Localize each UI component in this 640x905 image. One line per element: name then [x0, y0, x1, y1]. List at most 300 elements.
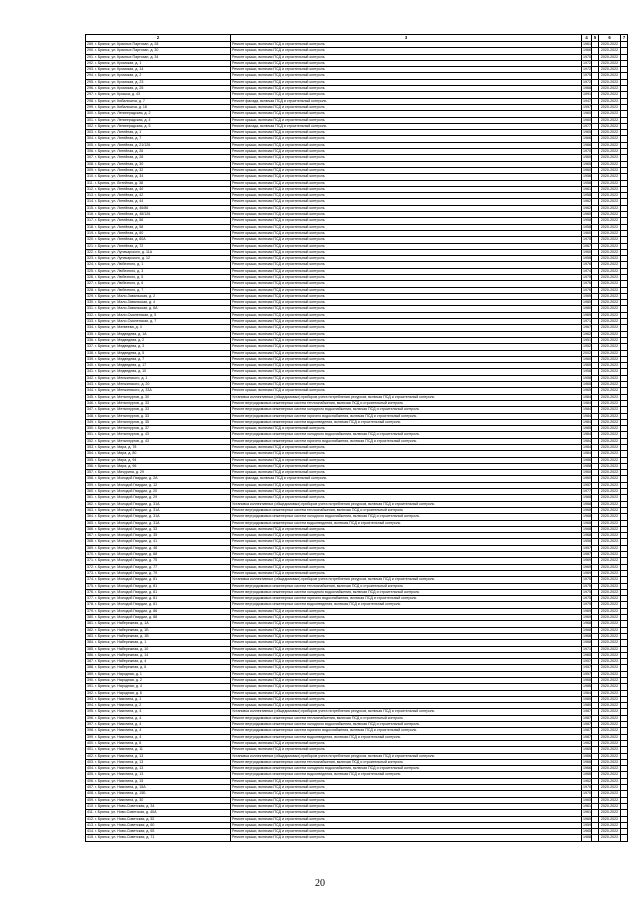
work-type-cell: Ремонт крыши, включая ПСД и строительный контроль	[231, 382, 582, 388]
address-cell: 351. г. Брянск, ул. Металлургов, д. 43	[86, 432, 231, 438]
year-cell: 1980	[583, 696, 591, 701]
period-cell: 2020-2022	[599, 558, 621, 564]
work-type-cell: Ремонт внутридомовых инженерных систем водоотведения, включая ПСД и строительный контроль	[231, 602, 582, 608]
work-type-cell: Ремонт крыши, включая ПСД и строительный контроль	[231, 130, 582, 136]
year-cell: 1985	[583, 426, 591, 431]
work-type-cell: Ремонт крыши, включая ПСД и строительный контроль	[231, 564, 582, 570]
period-cell: 2020-2022	[599, 451, 621, 457]
address-cell: 367. г. Брянск, ул. Молодой Гвардии, д. 35	[86, 533, 231, 539]
work-type-cell: Ремонт фасада, включая ПСД и строительный контроль	[231, 123, 582, 129]
period-cell: 2020-2022	[599, 104, 621, 110]
period-cell: 2020-2022	[599, 753, 621, 759]
address-cell: 326. г. Брянск, ул. Любезного, д. 5	[86, 274, 231, 280]
year-cell: 1968	[583, 495, 591, 500]
address-cell: 305. г. Брянск, ул. Литейная, д. 21/126	[86, 142, 231, 148]
work-type-cell: Установка коллективных (общедомовых) приборов учета потребления ресурсов, включая ПСД и строительный контроль	[231, 709, 582, 715]
period-cell: 2020-2022	[599, 514, 621, 520]
work-type-cell: Ремонт крыши, включая ПСД и строительный контроль	[231, 785, 582, 791]
year-cell: 1951	[583, 337, 591, 342]
address-cell: 291. г. Брянск, ул. Красных Партизан, д. 34	[86, 54, 231, 60]
work-type-cell: Ремонт крыши, включая ПСД и строительный контроль	[231, 243, 582, 249]
period-cell: 2020-2022	[599, 816, 621, 822]
work-type-cell: Ремонт крыши, включая ПСД и строительный контроль	[231, 646, 582, 652]
year-cell: 2002	[583, 350, 591, 355]
work-type-cell: Ремонт крыши, включая ПСД и строительный контроль	[231, 174, 582, 180]
work-type-cell: Ремонт внутридомовых инженерных систем холодного водоснабжения, включая ПСД и строительный контроль	[231, 432, 582, 438]
work-type-cell: Ремонт внутридомовых инженерных систем теплоснабжения, включая ПСД и строительный контроль	[231, 400, 582, 406]
year-cell: 1960	[583, 816, 591, 821]
address-cell: 313. г. Брянск, ул. Литейная, д. 42	[86, 193, 231, 199]
address-cell: 412. г. Брянск, ул. Ново-Советская, д. 52	[86, 816, 231, 822]
work-type-cell: Ремонт крыши, включая ПСД и строительный контроль	[231, 86, 582, 92]
work-type-cell: Ремонт крыши, включая ПСД и строительный контроль	[231, 193, 582, 199]
work-type-cell: Ремонт внутридомовых инженерных систем горячего водоснабжения, включая ПСД и строительный контроль	[231, 438, 582, 444]
year-cell: 1960	[583, 155, 591, 160]
address-cell: 328. г. Брянск, ул. Любезного, д. 7	[86, 287, 231, 293]
address-cell: 290. г. Брянск, ул. Красных Партизан, д. 30	[86, 48, 231, 54]
address-cell: 357. г. Брянск, ул. Мичурина, д. 29	[86, 470, 231, 476]
column-header-period: 6	[599, 35, 621, 42]
year-cell: 1960	[583, 476, 591, 481]
work-type-cell: Ремонт крыши, включая ПСД и строительный контроль	[231, 325, 582, 331]
work-type-cell: Ремонт крыши, включая ПСД и строительный контроль	[231, 319, 582, 325]
year-cell: 1965	[583, 382, 591, 387]
column-header-address: 2	[86, 35, 231, 42]
address-cell: 324. г. Брянск, ул. Любезного, д. 1	[86, 262, 231, 268]
year-cell: 1980	[583, 306, 591, 311]
address-cell: 356. г. Брянск, ул. Мира, д. 96	[86, 463, 231, 469]
address-cell: 348. г. Брянск, ул. Металлургов, д. 33	[86, 413, 231, 419]
year-cell: 1970	[583, 54, 591, 59]
year-cell: 1980	[583, 703, 591, 708]
address-cell: 362. г. Брянск, ул. Молодой Гвардии, д. 31А	[86, 501, 231, 507]
period-cell: 2020-2022	[599, 123, 621, 129]
period-cell: 2020-2022	[599, 42, 621, 48]
address-cell: 387. г. Брянск, ул. Набережная, д. 4	[86, 659, 231, 665]
period-cell: 2020-2022	[599, 142, 621, 148]
work-type-cell: Ремонт крыши, включая ПСД и строительный контроль	[231, 671, 582, 677]
period-cell: 2020-2022	[599, 407, 621, 413]
work-type-cell: Ремонт внутридомовых инженерных систем холодного водоснабжения, включая ПСД и строительный контроль	[231, 722, 582, 728]
address-cell: 388. г. Брянск, ул. Набережная, д. 6	[86, 665, 231, 671]
period-cell: 2020-2022	[599, 791, 621, 797]
work-type-cell: Ремонт крыши, включая ПСД и строительный контроль	[231, 281, 582, 287]
year-cell: 1988	[583, 457, 591, 462]
address-cell: 365. г. Брянск, ул. Молодой Гвардии, д. 31А	[86, 520, 231, 526]
year-cell: 1961	[583, 186, 591, 191]
year-cell: 1975	[583, 577, 591, 582]
work-type-cell: Ремонт внутридомовых инженерных систем водоотведения, включая ПСД и строительный контроль	[231, 520, 582, 526]
year-cell: 1968	[583, 507, 591, 512]
address-cell: 306. г. Брянск, ул. Литейная, д. 26	[86, 149, 231, 155]
year-cell: 1984	[583, 413, 591, 418]
address-cell: 312. г. Брянск, ул. Литейная, д. 40	[86, 186, 231, 192]
address-cell: 295. г. Брянск, ул. Кромская, д. 23	[86, 79, 231, 85]
period-cell: 2020-2022	[599, 274, 621, 280]
address-cell: 364. г. Брянск, ул. Молодой Гвардии, д. 31А	[86, 514, 231, 520]
period-cell: 2020-2022	[599, 363, 621, 369]
period-cell: 2020-2022	[599, 696, 621, 702]
period-cell: 2020-2022	[599, 577, 621, 583]
period-cell: 2020-2022	[599, 470, 621, 476]
year-cell: 1968	[583, 627, 591, 632]
address-cell: 363. г. Брянск, ул. Молодой Гвардии, д. 31А	[86, 507, 231, 513]
address-cell: 370. г. Брянск, ул. Молодой Гвардии, д. 68	[86, 552, 231, 558]
address-cell: 309. г. Брянск, ул. Литейная, д. 32	[86, 167, 231, 173]
column-header-work: 3	[231, 35, 582, 42]
work-type-cell: Ремонт крыши, включая ПСД и строительный контроль	[231, 249, 582, 255]
period-cell: 2020-2022	[599, 482, 621, 488]
year-cell: 1965	[583, 388, 591, 393]
work-type-cell: Ремонт крыши, включая ПСД и строительный контроль	[231, 199, 582, 205]
address-cell: 316. г. Брянск, ул. Литейная, д. 48/126	[86, 212, 231, 218]
address-cell: 350. г. Брянск, ул. Металлургов, д. 37	[86, 426, 231, 432]
year-cell: 1962	[583, 331, 591, 336]
year-cell: 1957	[583, 665, 591, 670]
period-cell: 2020-2022	[599, 602, 621, 608]
period-cell: 2020-2022	[599, 778, 621, 784]
year-cell: 1968	[583, 533, 591, 538]
address-cell: 369. г. Брянск, ул. Молодой Гвардии, д. 48	[86, 545, 231, 551]
work-type-cell: Ремонт крыши, включая ПСД и строительный контроль	[231, 67, 582, 73]
address-cell: 325. г. Брянск, ул. Любезного, д. 3	[86, 268, 231, 274]
year-cell: 1987	[583, 722, 591, 727]
year-cell: 1960	[583, 249, 591, 254]
period-cell: 2020-2022	[599, 640, 621, 646]
year-cell: 1980	[583, 300, 591, 305]
work-type-cell: Ремонт крыши, включая ПСД и строительный контроль	[231, 652, 582, 658]
period-cell: 2020-2022	[599, 186, 621, 192]
address-cell: 343. г. Брянск, ул. Менжинского, д. 20	[86, 382, 231, 388]
address-cell: 405. г. Брянск, ул. Никитина, д. 13	[86, 772, 231, 778]
period-cell: 2020-2022	[599, 331, 621, 337]
period-cell: 2020-2022	[599, 728, 621, 734]
address-cell: 395. г. Брянск, ул. Никитина, д. 4	[86, 709, 231, 715]
period-cell: 2020-2022	[599, 583, 621, 589]
period-cell: 2020-2022	[599, 621, 621, 627]
work-type-cell: Ремонт крыши, включая ПСД и строительный контроль	[231, 48, 582, 54]
year-cell: 1968	[583, 640, 591, 645]
year-cell: 1984	[583, 400, 591, 405]
address-cell: 391. г. Брянск, ул. Народная, д. 4	[86, 684, 231, 690]
address-cell: 338. г. Брянск, ул. Медведева, д. 5	[86, 350, 231, 356]
period-cell: 2020-2022	[599, 262, 621, 268]
year-cell: 1987	[583, 552, 591, 557]
address-cell: 366. г. Брянск, ул. Молодой Гвардии, д. 33	[86, 526, 231, 532]
year-cell: 1984	[583, 419, 591, 424]
column-header-col5: 5	[592, 35, 599, 42]
year-cell: 1984	[583, 438, 591, 443]
address-cell: 396. г. Брянск, ул. Никитина, д. 4	[86, 715, 231, 721]
work-type-cell: Ремонт крыши, включая ПСД и строительный контроль	[231, 703, 582, 709]
period-cell: 2020-2022	[599, 596, 621, 602]
period-cell: 2020-2022	[599, 684, 621, 690]
work-type-cell: Ремонт крыши, включая ПСД и строительный контроль	[231, 224, 582, 230]
extra-cell	[621, 835, 628, 841]
period-cell: 2020-2022	[599, 690, 621, 696]
period-cell: 2020-2022	[599, 709, 621, 715]
period-cell: 2020-2022	[599, 419, 621, 425]
year-cell: 1971	[583, 646, 591, 651]
table-header-row	[86, 35, 628, 42]
work-type-cell: Ремонт крыши, включая ПСД и строительный контроль	[231, 816, 582, 822]
period-cell: 2020-2022	[599, 312, 621, 318]
year-cell: 1958	[583, 180, 591, 185]
year-cell: 1969	[583, 558, 591, 563]
year-cell: 1958	[583, 369, 591, 374]
address-cell: 304. г. Брянск, ул. Литейная, д. 7	[86, 136, 231, 142]
address-cell: 358. г. Брянск, ул. Молодой Гвардии, д. 2А	[86, 476, 231, 482]
year-cell: 1972	[583, 67, 591, 72]
address-cell: 352. г. Брянск, ул. Металлургов, д. 43	[86, 438, 231, 444]
year-cell: 1967	[583, 243, 591, 248]
work-type-cell: Ремонт внутридомовых инженерных систем теплоснабжения, включая ПСД и строительный контроль	[231, 715, 582, 721]
year-cell: 1968	[583, 633, 591, 638]
year-cell: 1962	[583, 205, 591, 210]
address-cell: 378. г. Брянск, ул. Молодой Гвардии, д. 81	[86, 602, 231, 608]
work-type-cell: Ремонт крыши, включая ПСД и строительный контроль	[231, 237, 582, 243]
address-cell: 355. г. Брянск, ул. Мира, д. 94	[86, 457, 231, 463]
work-type-cell: Ремонт внутридомовых инженерных систем теплоснабжения, включая ПСД и строительный контроль	[231, 759, 582, 765]
period-cell: 2020-2022	[599, 734, 621, 740]
repair-plan-table	[85, 34, 628, 842]
year-cell: 1984	[583, 432, 591, 437]
address-cell: 371. г. Брянск, ул. Молодой Гвардии, д. 75	[86, 558, 231, 564]
address-cell: 374. г. Брянск, ул. Молодой Гвардии, д. 81	[86, 577, 231, 583]
year-cell: 1966	[583, 766, 591, 771]
address-cell: 345. г. Брянск, ул. Металлургов, д. 30	[86, 394, 231, 400]
period-cell: 2020-2022	[599, 319, 621, 325]
work-type-cell: Ремонт крыши, включая ПСД и строительный контроль	[231, 111, 582, 117]
year-cell: 1958	[583, 375, 591, 380]
year-cell: 1975	[583, 274, 591, 279]
period-cell: 2020-2022	[599, 205, 621, 211]
period-cell: 2020-2022	[599, 243, 621, 249]
work-type-cell: Ремонт крыши, включая ПСД и строительный контроль	[231, 293, 582, 299]
address-cell: 314. г. Брянск, ул. Литейная, д. 44	[86, 199, 231, 205]
period-cell: 2020-2022	[599, 117, 621, 123]
period-cell: 2020-2022	[599, 772, 621, 778]
year-cell: 1991	[583, 92, 591, 97]
address-cell: 353. г. Брянск, ул. Мира, д. 78	[86, 445, 231, 451]
period-cell: 2020-2022	[599, 671, 621, 677]
work-type-cell: Ремонт крыши, включая ПСД и строительный контроль	[231, 740, 582, 746]
year-cell: 1947	[583, 98, 591, 103]
work-type-cell: Установка коллективных (общедомовых) приборов учета потребления ресурсов, включая ПСД и строительный контроль	[231, 753, 582, 759]
work-type-cell: Ремонт крыши, включая ПСД и строительный контроль	[231, 463, 582, 469]
work-type-cell: Ремонт крыши, включая ПСД и строительный контроль	[231, 363, 582, 369]
work-type-cell: Ремонт крыши, включая ПСД и строительный контроль	[231, 42, 582, 48]
address-cell: 315. г. Брянск, ул. Литейная, д. 46/86	[86, 205, 231, 211]
work-type-cell: Ремонт крыши, включая ПСД и строительный контроль	[231, 388, 582, 394]
year-cell: 1959	[583, 822, 591, 827]
work-type-cell: Ремонт внутридомовых инженерных систем горячего водоснабжения, включая ПСД и строительный контроль	[231, 596, 582, 602]
address-cell: 320. г. Брянск, ул. Литейная, д. 60А	[86, 237, 231, 243]
period-cell: 2020-2022	[599, 633, 621, 639]
year-cell: 1987	[583, 715, 591, 720]
work-type-cell: Ремонт крыши, включая ПСД и строительный контроль	[231, 73, 582, 79]
period-cell: 2020-2022	[599, 293, 621, 299]
work-type-cell: Ремонт крыши, включая ПСД и строительный контроль	[231, 570, 582, 576]
address-cell: 373. г. Брянск, ул. Молодой Гвардии, д. 79	[86, 570, 231, 576]
work-type-cell: Ремонт крыши, включая ПСД и строительный контроль	[231, 640, 582, 646]
work-type-cell: Ремонт крыши, включая ПСД и строительный контроль	[231, 54, 582, 60]
address-cell: 301. г. Брянск, ул. Ленинградская, д. 4	[86, 117, 231, 123]
address-cell: 413. г. Брянск, ул. Ново-Советская, д. 60	[86, 822, 231, 828]
work-type-cell: Ремонт крыши, включая ПСД и строительный контроль	[231, 268, 582, 274]
period-cell: 2020-2022	[599, 507, 621, 513]
period-cell: 2020-2022	[599, 822, 621, 828]
year-cell: 1966	[583, 772, 591, 777]
work-type-cell: Ремонт крыши, включая ПСД и строительный контроль	[231, 426, 582, 432]
work-type-cell: Ремонт крыши, включая ПСД и строительный контроль	[231, 621, 582, 627]
work-type-cell: Ремонт крыши, включая ПСД и строительный контроль	[231, 218, 582, 224]
work-type-cell: Ремонт крыши, включая ПСД и строительный контроль	[231, 104, 582, 110]
period-cell: 2020-2022	[599, 646, 621, 652]
work-type-cell: Ремонт крыши, включая ПСД и строительный контроль	[231, 60, 582, 66]
period-cell: 2020-2022	[599, 111, 621, 117]
address-cell: 323. г. Брянск, ул. Луначарского, д. 12	[86, 256, 231, 262]
address-cell: 329. г. Брянск, ул. Мало-Завальская, д. 2	[86, 293, 231, 299]
address-cell: 339. г. Брянск, ул. Медведева, д. 7	[86, 356, 231, 362]
address-cell: 379. г. Брянск, ул. Молодой Гвардии, д. 86	[86, 608, 231, 614]
period-cell: 2020-2022	[599, 413, 621, 419]
year-cell: 1958	[583, 218, 591, 223]
address-cell: 289. г. Брянск, ул. Красных Партизан, д. 28	[86, 42, 231, 48]
work-type-cell: Ремонт крыши, включая ПСД и строительный контроль	[231, 350, 582, 356]
period-cell: 2020-2022	[599, 300, 621, 306]
period-cell: 2020-2022	[599, 432, 621, 438]
period-cell: 2020-2022	[599, 438, 621, 444]
work-type-cell: Ремонт крыши, включая ПСД и строительный контроль	[231, 457, 582, 463]
address-cell: 293. г. Брянск, ул. Кромская, д. 14	[86, 67, 231, 73]
year-cell: 1961	[583, 42, 591, 46]
work-type-cell: Ремонт крыши, включая ПСД и строительный контроль	[231, 369, 582, 375]
period-cell: 2020-2022	[599, 249, 621, 255]
year-cell: 1968	[583, 501, 591, 506]
period-cell: 2020-2022	[599, 369, 621, 375]
address-cell: 368. г. Брянск, ул. Молодой Гвардии, д. 41	[86, 539, 231, 545]
address-cell: 331. г. Брянск, ул. Мало-Завальская, д. 6А	[86, 306, 231, 312]
address-cell: 322. г. Брянск, ул. Луначарского, д. 11А	[86, 249, 231, 255]
period-cell: 2020-2022	[599, 659, 621, 665]
address-cell: 385. г. Брянск, ул. Набережная, д. 10	[86, 646, 231, 652]
year-cell: 1965	[583, 161, 591, 166]
year-cell: 1962	[583, 199, 591, 204]
period-cell: 2020-2022	[599, 388, 621, 394]
period-cell: 2020-2022	[599, 495, 621, 501]
period-cell: 2020-2022	[599, 552, 621, 558]
address-cell: 346. г. Брянск, ул. Металлургов, д. 33	[86, 400, 231, 406]
work-type-cell: Ремонт крыши, включая ПСД и строительный контроль	[231, 445, 582, 451]
work-type-cell: Ремонт крыши, включая ПСД и строительный контроль	[231, 470, 582, 476]
year-cell: 1968	[583, 526, 591, 531]
year-cell: 1970	[583, 791, 591, 796]
work-type-cell: Ремонт крыши, включая ПСД и строительный контроль	[231, 778, 582, 784]
address-cell: 402. г. Брянск, ул. Никитина, д. 13	[86, 753, 231, 759]
work-type-cell: Ремонт внутридомовых инженерных систем холодного водоснабжения, включая ПСД и строительный контроль	[231, 589, 582, 595]
year-cell: 1968	[583, 514, 591, 519]
year-cell: 1965	[583, 797, 591, 802]
address-cell: 292. г. Брянск, ул. Кромская, д. 1	[86, 60, 231, 66]
work-type-cell: Ремонт крыши, включая ПСД и строительный контроль	[231, 356, 582, 362]
year-cell: 1966	[583, 759, 591, 764]
address-cell: 297. г. Брянск, ул. Крошка, д. 43	[86, 92, 231, 98]
period-cell: 2020-2022	[599, 180, 621, 186]
period-cell: 2020-2022	[599, 212, 621, 218]
year-cell: 1984	[583, 445, 591, 449]
year-cell: 1960	[583, 356, 591, 361]
address-cell: 403. г. Брянск, ул. Никитина, д. 13	[86, 759, 231, 765]
period-cell: 2020-2022	[599, 520, 621, 526]
period-cell: 2020-2022	[599, 73, 621, 79]
document-page	[85, 34, 627, 891]
work-type-cell: Ремонт внутридомовых инженерных систем холодного водоснабжения, включая ПСД и строительный контроль	[231, 407, 582, 413]
period-cell: 2020-2022	[599, 149, 621, 155]
year-cell: 1968	[583, 86, 591, 91]
address-cell: 342. г. Брянск, ул. Менжинского, д. 1	[86, 375, 231, 381]
address-cell: 404. г. Брянск, ул. Никитина, д. 13	[86, 766, 231, 772]
period-cell: 2020-2022	[599, 797, 621, 803]
work-type-cell: Ремонт крыши, включая ПСД и строительный контроль	[231, 539, 582, 545]
work-type-cell: Ремонт крыши, включая ПСД и строительный контроль	[231, 331, 582, 337]
address-cell: 336. г. Брянск, ул. Медведева, д. 2	[86, 337, 231, 343]
address-cell: 415. г. Брянск, ул. Ново-Советская, д. 71	[86, 835, 231, 841]
period-cell: 2020-2022	[599, 810, 621, 816]
address-cell: 347. г. Брянск, ул. Металлургов, д. 33	[86, 407, 231, 413]
period-cell: 2020-2022	[599, 564, 621, 570]
work-type-cell: Ремонт крыши, включая ПСД и строительный контроль	[231, 558, 582, 564]
period-cell: 2020-2022	[599, 325, 621, 331]
work-type-cell: Ремонт крыши, включая ПСД и строительный контроль	[231, 835, 582, 841]
address-cell: 384. г. Брянск, ул. Набережная, д. 1	[86, 640, 231, 646]
address-cell: 398. г. Брянск, ул. Никитина, д. 4	[86, 728, 231, 734]
address-cell: 389. г. Брянск, ул. Народная, д. 1	[86, 671, 231, 677]
table-body	[86, 42, 628, 842]
period-cell: 2020-2022	[599, 476, 621, 482]
year-cell: 1960	[583, 470, 591, 475]
period-cell: 2020-2022	[599, 218, 621, 224]
work-type-cell: Ремонт крыши, включая ПСД и строительный контроль	[231, 300, 582, 306]
year-cell: 1975	[583, 596, 591, 601]
table-row	[86, 835, 628, 841]
year-cell: 1977	[583, 489, 591, 494]
period-cell: 2020-2022	[599, 167, 621, 173]
period-cell: 2020-2022	[599, 344, 621, 350]
work-type-cell: Ремонт внутридомовых инженерных систем теплоснабжения, включая ПСД и строительный контроль	[231, 507, 582, 513]
period-cell: 2020-2022	[599, 835, 621, 841]
period-cell: 2020-2022	[599, 533, 621, 539]
address-cell: 397. г. Брянск, ул. Никитина, д. 4	[86, 722, 231, 728]
year-cell: 1988	[583, 463, 591, 468]
year-cell: 1975	[583, 583, 591, 588]
address-cell: 401. г. Брянск, ул. Никитина, д. 11	[86, 747, 231, 753]
work-type-cell: Ремонт крыши, включая ПСД и строительный контроль	[231, 306, 582, 312]
period-cell: 2020-2022	[599, 803, 621, 809]
address-cell: 394. г. Брянск, ул. Никитина, д. 2	[86, 703, 231, 709]
address-cell: 375. г. Брянск, ул. Молодой Гвардии, д. 81	[86, 583, 231, 589]
address-cell: 308. г. Брянск, ул. Литейная, д. 30	[86, 161, 231, 167]
address-cell: 307. г. Брянск, ул. Литейная, д. 28	[86, 155, 231, 161]
period-cell: 2020-2022	[599, 199, 621, 205]
period-cell: 2020-2022	[599, 539, 621, 545]
period-cell: 2020-2022	[599, 287, 621, 293]
address-cell: 340. г. Брянск, ул. Медведева, д. 17	[86, 363, 231, 369]
work-type-cell: Ремонт крыши, включая ПСД и строительный контроль	[231, 180, 582, 186]
address-cell: 411. г. Брянск, ул. Ново-Советская, д. 40А	[86, 810, 231, 816]
period-cell: 2020-2022	[599, 375, 621, 381]
year-cell: 1966	[583, 136, 591, 141]
